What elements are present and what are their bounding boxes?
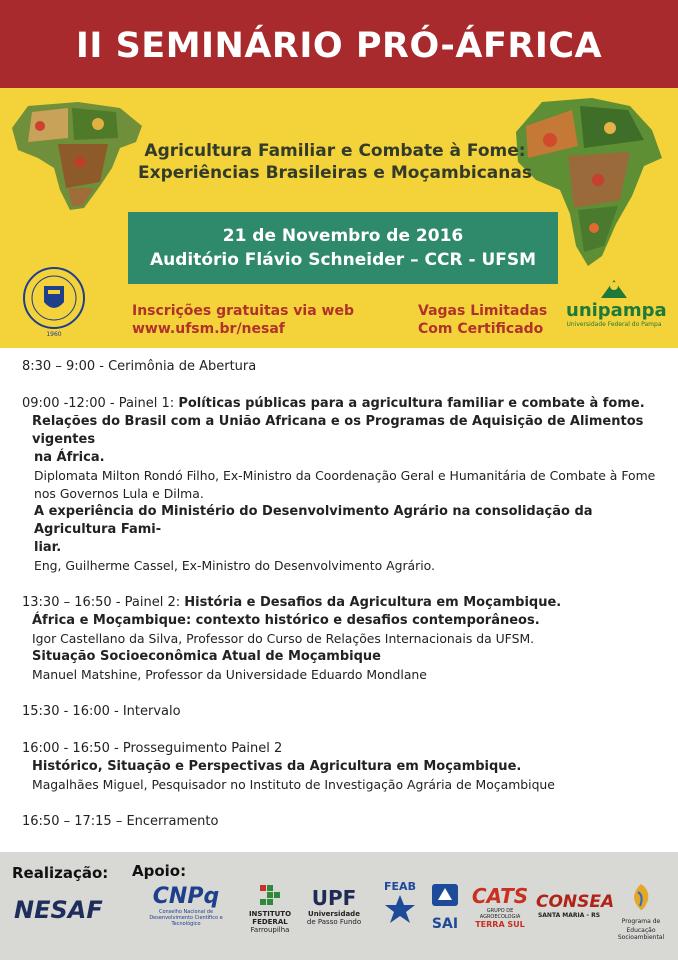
top-banner <box>0 0 678 88</box>
unipampa-name: unipampa <box>566 300 667 321</box>
panel-2-speaker-2: Manuel Matshine, Professor da Universidade Eduardo Mondlane <box>32 667 427 682</box>
upf-logo <box>300 886 368 926</box>
page-title: II SEMINÁRIO PRÓ-ÁFRICA <box>75 26 603 66</box>
panel-2-talk-2: Situação Socioeconômica Atual de Moçambique <box>32 649 381 664</box>
cats-name: CATS <box>471 884 529 908</box>
programa-line-1: Programa de <box>621 918 661 925</box>
schedule-closing <box>22 813 662 831</box>
cats-logo <box>470 884 530 929</box>
panel-1-talk-2: A experiência do Ministério do Desenvolvimento Agrário na consolidação da Agricultura Fami- <box>34 504 593 537</box>
upf-name: UPF <box>311 886 357 910</box>
sai-icon <box>430 882 460 908</box>
continuation-speaker: Magalhães Miguel, Pesquisador no Instituto de Investigação Agrária de Moçambique <box>32 777 555 792</box>
opening-item: 8:30 – 9:00 - Cerimônia de Abertura <box>22 359 257 374</box>
subtitle-line-2: Experiências Brasileiras e Moçambicanas <box>138 163 532 183</box>
schedule-panel-1 <box>22 395 662 575</box>
panel-1-speaker-1: Diplomata Milton Rondó Filho, Ex-Ministro da Coordenação Geral e Humanitária de Combate à Fome <box>34 468 656 483</box>
panel-1-speaker-2: Eng, Guilherme Cassel, Ex-Ministro do Desenvolvimento Agrário. <box>34 558 435 573</box>
panel-2-heading <box>22 594 662 612</box>
schedule-break <box>22 703 662 721</box>
sai-logo <box>428 882 462 932</box>
if-line-3: Farroupilha <box>250 926 290 934</box>
panel-2-talk-1: África e Moçambique: contexto histórico e desafios contemporâneos. <box>32 613 540 628</box>
event-venue: Auditório Flávio Schneider – CCR - UFSM <box>149 250 537 270</box>
if-farroupilha-logo <box>244 884 296 934</box>
sai-name: SAI <box>431 916 459 932</box>
ufsm-seal-logo <box>20 262 88 340</box>
unipampa-icon <box>599 278 629 300</box>
programa-educacao-logo <box>610 882 672 941</box>
panel-1-talk-1-cont: na África. <box>34 450 105 465</box>
panel-2-title: História e Desafios da Agricultura em Moçambique. <box>184 595 562 610</box>
limited-spots-info <box>418 302 547 338</box>
panel-1-speaker-1-cont: nos Governos Lula e Dilma. <box>34 486 204 501</box>
feab-star-icon <box>383 893 417 925</box>
unipampa-logo <box>566 278 667 336</box>
event-subtitle <box>130 140 540 184</box>
certificate-text: Com Certificado <box>418 321 544 337</box>
cnpq-subtitle: Conselho Nacional de Desenvolvimento Científico e Tecnológico <box>149 909 223 927</box>
registration-url[interactable]: www.ufsm.br/nesaf <box>132 321 285 337</box>
registration-info <box>132 302 354 338</box>
programa-line-2: Educação Socioambiental <box>617 927 665 941</box>
unipampa-subtitle: Universidade Federal do Pampa <box>566 321 662 328</box>
cats-subtitle-2: TERRA SUL <box>475 920 525 929</box>
realizacao-label: Realização: <box>12 864 109 882</box>
feab-name: FEAB <box>384 880 416 893</box>
programa-icon <box>628 882 654 912</box>
closing-item: 16:50 – 17:15 – Encerramento <box>22 814 219 829</box>
limited-spots-text: Vagas Limitadas <box>418 303 548 319</box>
registration-text: Inscrições gratuitas via web <box>132 303 355 319</box>
break-item: 15:30 - 16:00 - Intervalo <box>22 704 181 719</box>
schedule-continuation <box>22 740 662 794</box>
schedule-panel-2 <box>22 594 662 684</box>
continuation-heading: 16:00 - 16:50 - Prosseguimento Painel 2 <box>22 741 283 756</box>
consea-logo <box>536 892 615 919</box>
upf-subtitle-1: Universidade <box>308 910 360 918</box>
consea-subtitle: SANTA MARIA - RS <box>537 912 601 919</box>
africa-map-collage-left <box>8 98 148 213</box>
panel-1-time: 09:00 -12:00 - Painel 1: <box>22 396 179 411</box>
continuation-talk: Histórico, Situação e Perspectivas da Agricultura em Moçambique. <box>32 759 522 774</box>
consea-name: CONSEA <box>536 892 615 912</box>
event-date: 21 de Novembro de 2016 <box>222 226 464 246</box>
apoio-label: Apoio: <box>132 862 187 880</box>
if-grid-icon <box>259 884 281 906</box>
feab-logo <box>380 880 420 929</box>
cnpq-name: CNPq <box>152 884 220 909</box>
footer-sponsors <box>0 852 678 960</box>
nesaf-logo: NESAF <box>14 896 103 924</box>
if-line-1: INSTITUTO <box>248 910 292 918</box>
panel-1-heading <box>22 395 662 413</box>
schedule <box>22 358 662 850</box>
date-venue-box <box>128 212 558 284</box>
panel-2-speaker-1: Igor Castellano da Silva, Professor do Curso de Relações Internacionais da UFSM. <box>32 631 535 646</box>
panel-1-talk-1: Relações do Brasil com a União Africana e os Programas de Aquisição de Alimentos vigentes <box>32 414 644 447</box>
panel-1-talk-2-cont: liar. <box>34 540 62 555</box>
subtitle-line-1: Agricultura Familiar e Combate à Fome: <box>144 141 526 161</box>
if-line-2: FEDERAL <box>252 918 288 926</box>
schedule-opening <box>22 358 662 376</box>
svg-text:1960: 1960 <box>46 331 62 338</box>
cats-subtitle: GRUPO DE AGROECOLOGIA <box>479 908 521 920</box>
cnpq-logo <box>140 884 232 927</box>
panel-1-title: Políticas públicas para a agricultura familiar e combate à fome. <box>178 396 645 411</box>
panel-2-time: 13:30 – 16:50 - Painel 2: <box>22 595 185 610</box>
upf-subtitle-2: de Passo Fundo <box>306 918 362 926</box>
